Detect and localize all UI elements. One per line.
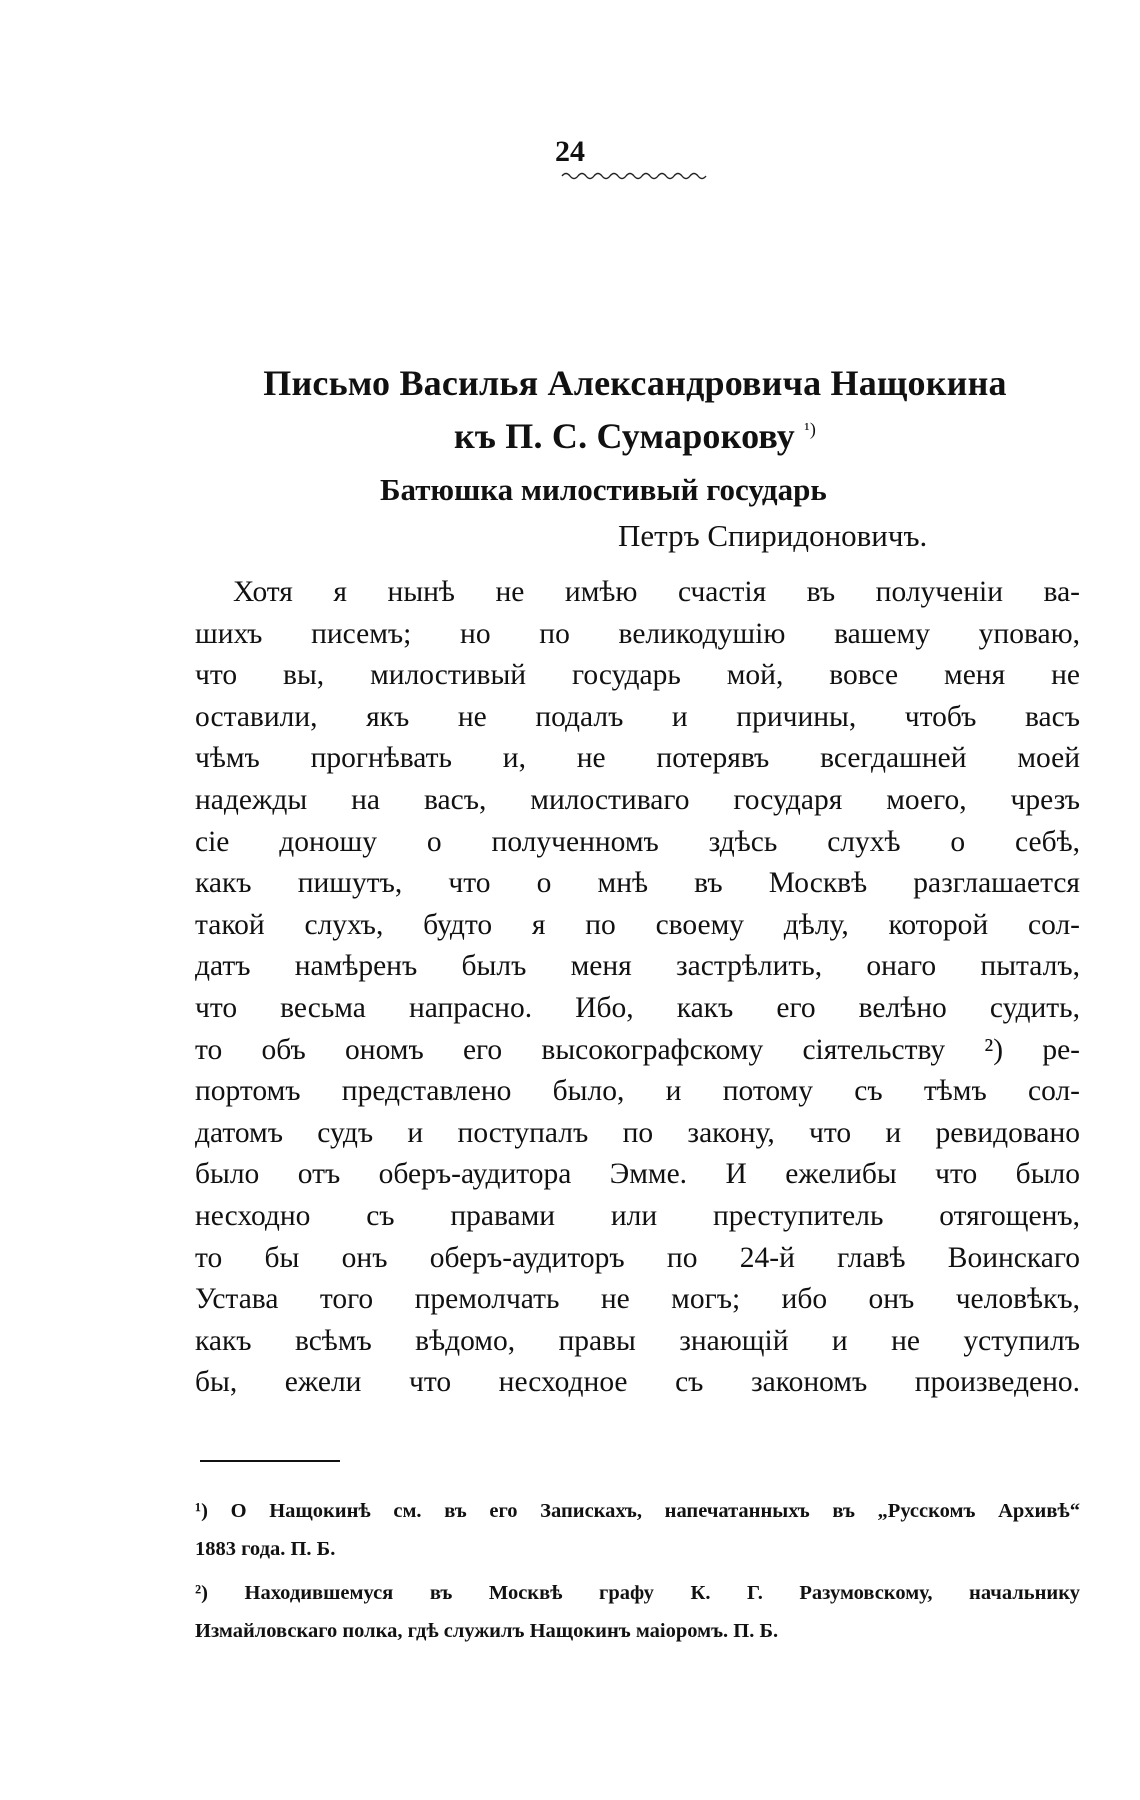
body-line: то объ ономъ его высокографскому сіятельству ²) ре-	[195, 1033, 1080, 1066]
salutation-line-2: Петръ Спиридоновичъ.	[618, 518, 928, 553]
body-line: надежды на васъ, милостиваго государя моего, чрезъ	[195, 783, 1080, 816]
salutation-line-1: Батюшка милостивый государь	[380, 472, 827, 507]
decorative-wavy-rule	[560, 168, 710, 184]
body-line: такой слухъ, будто я по своему дѣлу, которой сол-	[195, 908, 1080, 941]
body-line: датъ намѣренъ былъ меня застрѣлить, онаго пыталъ,	[195, 950, 1080, 983]
body-line: шихъ писемъ; но по великодушію вашему уповаю,	[195, 617, 1080, 650]
title-line-1: Письмо Василья Александровича Нащокина	[263, 363, 1007, 403]
body-line: бы, ежели что несходное съ закономъ произведено.	[195, 1366, 1080, 1399]
body-line: оставили, якъ не подалъ и причины, чтобъ васъ	[195, 700, 1080, 733]
footnotes	[195, 1492, 1080, 1650]
body-line: Устава того премолчать не могъ; ибо онъ человѣкъ,	[195, 1283, 1080, 1316]
footnote-2-line: Измайловскаго полка, гдѣ служилъ Нащокинъ маіоромъ. П. Б.	[195, 1620, 779, 1642]
letter-title	[190, 360, 1080, 459]
letter-body	[195, 572, 1080, 1404]
body-line: портомъ представлено было, и потому съ тѣмъ сол-	[195, 1075, 1080, 1108]
page-number: 24	[555, 135, 585, 168]
title-line-2	[190, 406, 1080, 459]
footnote-1-line: ¹) О Нащокинѣ см. въ его Запискахъ, напечатанныхъ въ „Русскомъ Архивѣ“	[195, 1500, 1080, 1522]
footnote-1-line: 1883 года. П. Б.	[195, 1538, 336, 1560]
body-line: что весьма напрасно. Ибо, какъ его велѣно судить,	[195, 991, 1080, 1024]
body-line: какъ всѣмъ вѣдомо, правы знающій и не уступилъ	[195, 1324, 1080, 1357]
body-line: Хотя я нынѣ не имѣю счастія въ полученіи ва-	[233, 576, 1080, 608]
body-line: чѣмъ прогнѣвать и, не потерявъ всегдашней моей	[195, 742, 1080, 775]
body-line: то бы онъ оберъ-аудиторъ по 24-й главѣ Воинскаго	[195, 1241, 1080, 1274]
body-line: несходно съ правами или преступитель отягощенъ,	[195, 1199, 1080, 1232]
body-line: было отъ оберъ-аудитора Эмме. И ежелибы что было	[195, 1158, 1080, 1191]
body-line: какъ пишутъ, что о мнѣ въ Москвѣ разглашается	[195, 867, 1080, 900]
body-line: датомъ судъ и поступалъ по закону, что и ревидовано	[195, 1116, 1080, 1149]
footnote-2-line: ²) Находившемуся въ Москвѣ графу К. Г. Разумовскому, начальнику	[195, 1582, 1080, 1604]
body-line: сіе доношу о полученномъ здѣсь слухѣ о себѣ,	[195, 825, 1080, 858]
footnote-separator	[200, 1460, 340, 1462]
body-line: что вы, милостивый государь мой, вовсе меня не	[195, 659, 1080, 692]
title-footnote-marker: ¹)	[804, 419, 817, 439]
title-line-2-text: къ П. С. Сумарокову	[453, 416, 796, 456]
